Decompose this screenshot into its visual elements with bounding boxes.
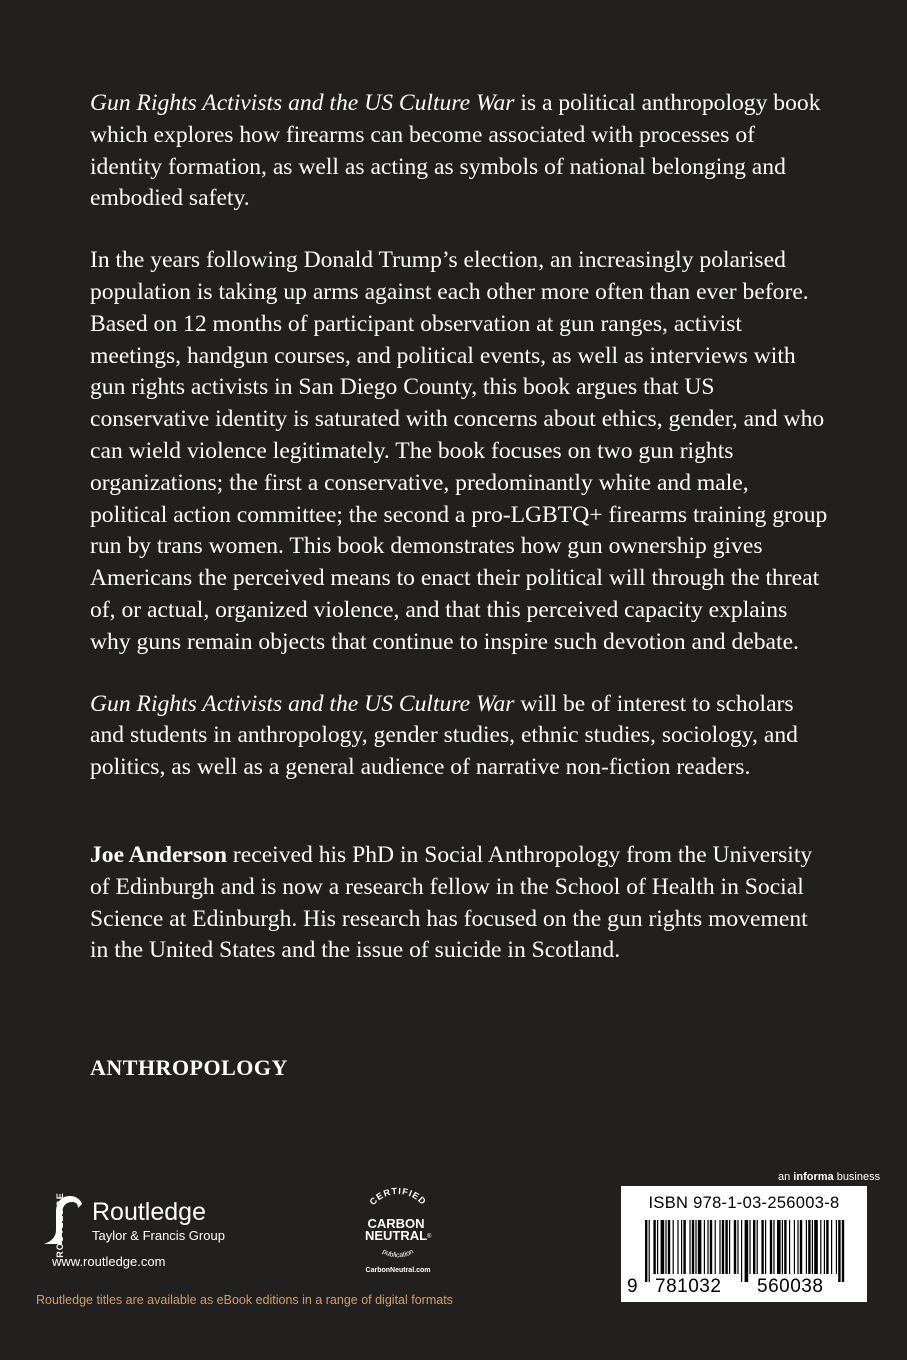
carbon-neutral-seal-icon bbox=[352, 1182, 444, 1274]
barcode-bar bbox=[812, 1220, 813, 1274]
carbon-line2: NEUTRAL bbox=[364, 1228, 428, 1243]
informa-suffix: business bbox=[833, 1171, 881, 1183]
intro-text: is a political anthropology book which explores how firearms can become associated with processes of identity formation, as well as acting as symbols of national belonging and embodied safety. bbox=[90, 90, 821, 212]
barcode-bar bbox=[722, 1220, 724, 1274]
svg-text:CERTIFIED bbox=[368, 1186, 429, 1207]
publisher-url[interactable]: www.routledge.com bbox=[52, 1254, 166, 1269]
barcode-bar bbox=[668, 1220, 670, 1274]
barcode-bar bbox=[695, 1220, 696, 1274]
carbon-registered: ® bbox=[427, 1234, 432, 1240]
informa-brand: informa bbox=[793, 1171, 834, 1183]
author-bio bbox=[90, 840, 830, 967]
barcode-digits-left: 781032 bbox=[655, 1276, 722, 1297]
barcode-bar bbox=[777, 1220, 781, 1274]
ebook-note: Routledge titles are available as eBook editions in a range of digital formats bbox=[36, 1293, 453, 1307]
barcode-bar bbox=[836, 1220, 837, 1274]
barcode-bar bbox=[761, 1220, 763, 1274]
barcode-bar bbox=[800, 1220, 802, 1274]
routledge-vertical-mark: ROUTLEDGE bbox=[55, 1192, 65, 1258]
barcode-bar bbox=[770, 1220, 772, 1274]
barcode-bar bbox=[649, 1220, 650, 1282]
isbn-barcode bbox=[621, 1186, 867, 1302]
barcode-bar bbox=[824, 1220, 825, 1274]
summary-paragraph: In the years following Donald Trump’s election, an increasingly polarised population is taking up arms against each other more often than ever before. Based on 12 months of participant observation at gun ranges, activist meetings, handgun courses, and political events, as well as interviews with gun rights activists in San Diego County, this book argues that US conservative identity is saturated with concerns about ethics, gender, and who can wield violence legitimately. The book focuses on two gun rights organizations; the first a conservative, predominantly white and male, political action committee; the second a pro-LGBTQ+ firearms training group run by trans women. This book demonstrates how gun ownership gives Americans the perceived means to enact their political will through the threat of, or actual, organized violence, and that this perceived capacity explains why guns remain objects that continue to inspire such devotion and debate. bbox=[90, 247, 828, 655]
barcode-bar bbox=[665, 1220, 666, 1274]
publisher-group: Taylor & Francis Group bbox=[92, 1228, 225, 1243]
barcode-bar bbox=[808, 1220, 810, 1274]
barcode-digits-right: 560038 bbox=[757, 1276, 824, 1297]
barcode-bar bbox=[677, 1220, 678, 1274]
barcode-bar bbox=[704, 1220, 705, 1274]
barcode-bar bbox=[681, 1220, 682, 1274]
isbn-label: ISBN 978-1-03-256003-8 bbox=[648, 1194, 840, 1212]
barcode-bar bbox=[645, 1220, 647, 1282]
barcode-bar bbox=[784, 1220, 786, 1274]
barcode-digit-first: 9 bbox=[627, 1276, 639, 1297]
barcode-bar bbox=[797, 1220, 798, 1274]
barcode-bar bbox=[820, 1220, 821, 1274]
barcode-bar bbox=[657, 1220, 658, 1274]
barcode-bar bbox=[719, 1220, 720, 1274]
subject-category: ANTHROPOLOGY bbox=[90, 1055, 288, 1080]
barcode-bar bbox=[773, 1220, 774, 1274]
barcode-bar bbox=[806, 1220, 807, 1274]
barcode-bar bbox=[707, 1220, 708, 1274]
barcode-bar bbox=[753, 1220, 755, 1274]
barcode-bar bbox=[741, 1220, 742, 1282]
publisher-name: Routledge bbox=[92, 1198, 206, 1226]
barcode-bar bbox=[689, 1220, 690, 1274]
barcode-bar bbox=[729, 1220, 730, 1274]
svg-text:publication bbox=[381, 1248, 415, 1259]
intro-paragraph bbox=[90, 88, 830, 215]
barcode-bar bbox=[710, 1220, 712, 1274]
carbon-certified-text: CERTIFIED bbox=[367, 1185, 429, 1208]
barcode-bar bbox=[737, 1220, 738, 1274]
barcode-bar bbox=[698, 1220, 702, 1274]
barcode-bar bbox=[749, 1220, 750, 1274]
audience-text: will be of interest to scholars and students in anthropology, gender studies, ethnic studies, sociology, and politics, as well as a general audience of narrative non-fiction readers. bbox=[90, 690, 798, 781]
author-bio-text: received his PhD in Social Anthropology from the University of Edinburgh and is now a research fellow in the School of Health in Social Science at Edinburgh. His research has focused on the gun rights movement in the United States and the issue of suicide in Scotland. bbox=[90, 841, 813, 964]
informa-prefix: an bbox=[778, 1171, 794, 1183]
book-title-italic: Gun Rights Activists and the US Culture War bbox=[90, 90, 515, 116]
barcode-digits bbox=[621, 1276, 867, 1300]
book-title-italic-2: Gun Rights Activists and the US Culture War bbox=[90, 690, 515, 717]
barcode-bar bbox=[765, 1220, 766, 1274]
barcode-bar bbox=[842, 1220, 844, 1282]
barcode-bar bbox=[814, 1220, 818, 1274]
barcode-bar bbox=[831, 1220, 832, 1274]
barcode-bar bbox=[757, 1220, 758, 1274]
author-name: Joe Anderson bbox=[90, 841, 227, 868]
barcode-bar bbox=[838, 1220, 840, 1282]
barcode-bar bbox=[745, 1220, 749, 1282]
barcode-bar bbox=[826, 1220, 828, 1274]
barcode-bar bbox=[683, 1220, 685, 1274]
barcode-bar bbox=[715, 1220, 716, 1274]
barcode-bar bbox=[661, 1220, 665, 1274]
audience-paragraph bbox=[90, 689, 830, 784]
back-cover-blurb bbox=[90, 88, 830, 997]
carbon-site: CarbonNeutral.com bbox=[365, 1267, 431, 1274]
barcode-bars bbox=[643, 1220, 847, 1282]
barcode-bar bbox=[692, 1220, 694, 1274]
carbon-line1: CARBON bbox=[367, 1216, 425, 1231]
informa-business-tag bbox=[778, 1171, 880, 1183]
barcode-bar bbox=[673, 1220, 674, 1274]
barcode-bar bbox=[782, 1220, 783, 1274]
barcode-bar bbox=[734, 1220, 736, 1274]
carbon-publication-text: publication bbox=[381, 1248, 415, 1260]
barcode-bar bbox=[789, 1220, 790, 1274]
barcode-bar bbox=[653, 1220, 655, 1274]
barcode-bar bbox=[725, 1220, 727, 1274]
barcode-bar bbox=[794, 1220, 795, 1274]
